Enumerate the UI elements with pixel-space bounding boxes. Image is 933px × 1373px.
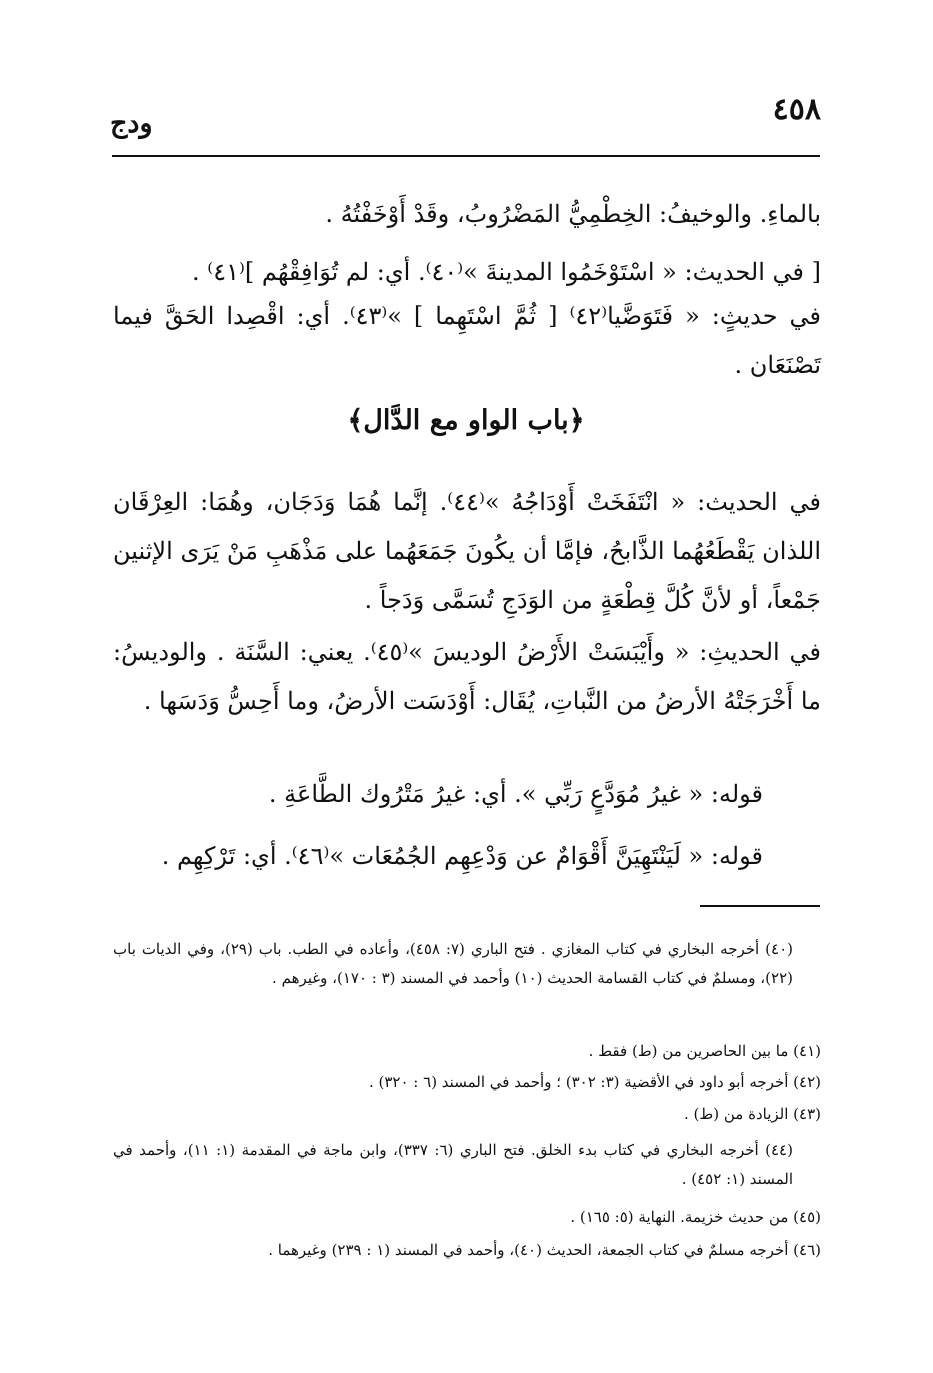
footnote-44: (٤٤) أخرجه البخاري في كتاب بدء الخلق. فتح الباري (٦: ٣٣٧)، وابن ماجة في المقدمة (١: ١١)، وأحمد في المسند (١: ٤٥٢) . [113, 1141, 793, 1188]
paragraph-tawaddaya: في حديثٍ: « فَتَوَضَّيا⁽٤٢⁾ [ ثُمَّ اسْتَهِما ] »⁽٤٣⁾. أي: اقْصِدا الحَقَّ فيما تَصْنَعَان . [113, 302, 821, 379]
paragraph-wadis: في الحديثِ: « وأَيْبَسَتْ الأَرْضُ الوديسَ »⁽٤٥⁾. يعني: السَّنَة . والوديسُ: ما أَخْرَجَتْهُ الأرضُ من النَّباتِ، يُقَال: أَوْدَسَت الأرضُ، وما أَحِسُّ وَدَسَها . [113, 638, 822, 715]
footnote-43: (٤٣) الزيادة من (ط) . [683, 1105, 821, 1123]
paragraph-awdaj: في الحديث: « انْتَفَخَتْ أَوْدَاجُهُ »⁽٤٤⁾. إنَّما هُمَا وَدَجَان، وهُمَا: العِرْقَان اللذان يَقْطَعُهُما الذَّابحُ، فإمَّا أن يكُونَ جَمَعَهُما على مَذْهَبِ مَنْ يَرَى الإثنين جَمْعاً، أو لأنَّ كُلَّ قِطْعَةٍ من الوَدَجِ تُسَمَّى وَدَجاً . [113, 488, 821, 614]
paragraph-muwadda: قوله: « غيرُ مُوَدَّعٍ رَبِّي ». أي: غيرُ مَتْرُوك الطَّاعَةِ . [268, 780, 763, 808]
paragraph-istawkhamu: [ في الحديث: « اسْتَوْخَمُوا المدينةَ »⁽٤٠⁾. أي: لم تُوَافِقْهُم ]⁽٤١⁾ . [192, 258, 821, 286]
footnote-46: (٤٦) أخرجه مسلمٌ في كتاب الجمعة، الحديث (٤٠)، وأحمد في المسند (١ : ٢٣٩) وغيرهما . [268, 1241, 821, 1259]
paragraph-wakhif: بالماءِ. والوخيفُ: الخِطْمِيُّ المَضْرُوبُ، وقَدْ أَوْخَفْتُهُ . [325, 200, 821, 228]
footnote-41: (٤١) ما بين الحاصرين من (ط) فقط . [588, 1042, 821, 1060]
paragraph-wadihim: قوله: « لَيَنْتَهِيَنَّ أَقْوَامٌ عن وَدْعِهِم الجُمُعَات »⁽٤٦⁾. أي: تَرْكِهِم . [161, 842, 763, 870]
footnote-40: (٤٠) أخرجه البخاري في كتاب المغازي . فتح الباري (٧: ٤٥٨)، وأعاده في الطب. باب (٢٩)، وفي الديات باب (٢٢)، ومسلمٌ في كتاب القسامة الحديث (١٠) وأحمد في المسند (٣ : ١٧٠)، وغيرهم . [113, 940, 793, 987]
footnote-45: (٤٥) من حديث خزيمة. النهاية (٥: ١٦٥) . [570, 1208, 821, 1226]
footnote-rule [700, 905, 820, 907]
header-rule [112, 155, 820, 157]
page-number: ٤٥٨ [772, 92, 821, 127]
section-heading: ﴿باب الواو مع الدَّال﴾ [347, 405, 585, 436]
running-header: ودج [110, 108, 153, 139]
footnote-42: (٤٢) أخرجه أبو داود في الأقضية (٣: ٣٠٢) ؛ وأحمد في المسند (٦ : ٣٢٠) . [368, 1073, 821, 1091]
